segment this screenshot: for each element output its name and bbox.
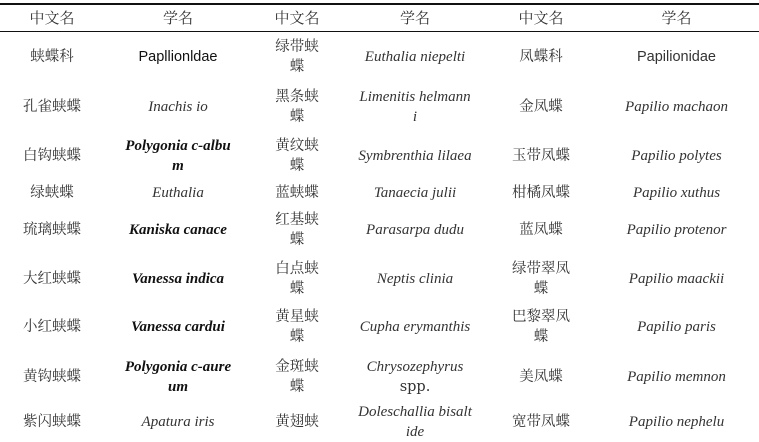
table-cell-latin: Neptis clinia [376, 271, 454, 287]
header-chinese-name-1: 中文名 [29, 9, 75, 27]
table-cell-cn: 大红蛱蝶 [23, 271, 81, 287]
table-cell-latin: Vanessa cardui [131, 319, 225, 335]
header-scientific-name-3: 学名 [661, 9, 692, 27]
genus-name: Chrysozephyrus [366, 359, 464, 375]
header-chinese-name-3: 中文名 [518, 9, 564, 27]
header-scientific-name-1: 学名 [162, 9, 193, 27]
table-cell-latin: Vanessa indica [131, 271, 225, 287]
spp-suffix: spp. [399, 379, 431, 395]
table-cell-latin: Papilio xuthus [632, 185, 721, 201]
table-cell-latin: Inachis io [148, 99, 208, 115]
table-cell-latin: Papilio machaon [625, 99, 728, 115]
table-cell-cn: 小红蛱蝶 [23, 319, 81, 335]
table-cell-cn: 宽带凤蝶 [512, 413, 570, 430]
table-cell-cn: 美凤蝶 [519, 369, 563, 385]
table-cell-cn: 白钩蛱蝶 [23, 148, 81, 164]
table-cell-latin: Kaniska canace [129, 222, 227, 238]
table-cell-cn: 蛱蝶科 [30, 49, 74, 65]
header-scientific-name-2: 学名 [399, 9, 430, 27]
table-cell-latin: Papilio protenor [626, 222, 727, 238]
table-cell-latin: Papilionidae [636, 49, 716, 65]
table-cell-latin: Papilio memnon [627, 369, 726, 385]
table-cell-cn: 蓝蛱蝶 [275, 185, 319, 201]
table-cell-cn: 红基蛱蝶 [275, 212, 319, 248]
table-cell-cn: 玉带凤蝶 [512, 148, 570, 164]
table-cell-cn: 白点蛱蝶 [275, 261, 319, 297]
table-cell-latin: Papilio nephelu [628, 413, 725, 430]
table-cell-cn: 柑橘凤蝶 [512, 185, 570, 201]
table-cell-latin: Limenitis helmanni [359, 89, 471, 125]
table-cell-cn: 金凤蝶 [519, 99, 563, 115]
table-cell-cn: 绿带翠凤蝶 [512, 261, 570, 297]
table-cell-latin: Papilio paris [637, 319, 716, 335]
table-cell-cn: 黑条蛱蝶 [275, 89, 319, 125]
table-cell-latin: Papllionldae [138, 49, 218, 65]
table-cell-latin: Papilio polytes [631, 148, 722, 164]
table-cell-latin: Apatura iris [141, 413, 215, 430]
table-cell-latin: Doleschallia bisaltide [358, 403, 472, 440]
header-chinese-name-2: 中文名 [274, 9, 320, 27]
table-cell-latin: Euthalia [152, 185, 204, 201]
table-cell-latin: Euthalia niepelti [364, 49, 466, 65]
table-cell-cn: 黄钩蛱蝶 [23, 369, 81, 385]
table-top-rule [0, 3, 759, 5]
table-cell-cn: 金斑蛱蝶 [275, 359, 319, 395]
table-cell-cn: 孔雀蛱蝶 [23, 99, 81, 115]
table-cell-cn: 绿蛱蝶 [30, 185, 74, 201]
header-rule [0, 31, 759, 32]
table-cell-latin: Tanaecia julii [373, 185, 457, 201]
table-cell-latin: Polygonia c-album [125, 138, 231, 174]
table-cell-cn: 凤蝶科 [519, 49, 563, 65]
table-cell-cn: 绿带蛱蝶 [275, 39, 319, 75]
table-cell-latin: Papilio maackii [628, 271, 725, 287]
table-cell-cn: 琉璃蛱蝶 [23, 222, 81, 238]
table-cell-latin: Parasarpa dudu [366, 222, 464, 238]
table-cell-latin: Symbrenthia lilaea [358, 148, 472, 164]
table-cell-latin: Polygonia c-aureum [124, 359, 232, 395]
table-cell-cn: 黄纹蛱蝶 [275, 138, 319, 174]
table-cell-cn: 巴黎翠凤蝶 [512, 309, 570, 345]
table-cell-cn: 黄星蛱蝶 [275, 309, 319, 345]
table-cell-cn: 紫闪蛱蝶 [23, 413, 81, 430]
table-cell-cn: 蓝凤蝶 [519, 222, 563, 238]
table-cell-cn: 黄翅蛱 [275, 413, 319, 430]
table-cell-latin-spp [342, 354, 488, 400]
table-cell-latin: Cupha erymanthis [359, 319, 471, 335]
